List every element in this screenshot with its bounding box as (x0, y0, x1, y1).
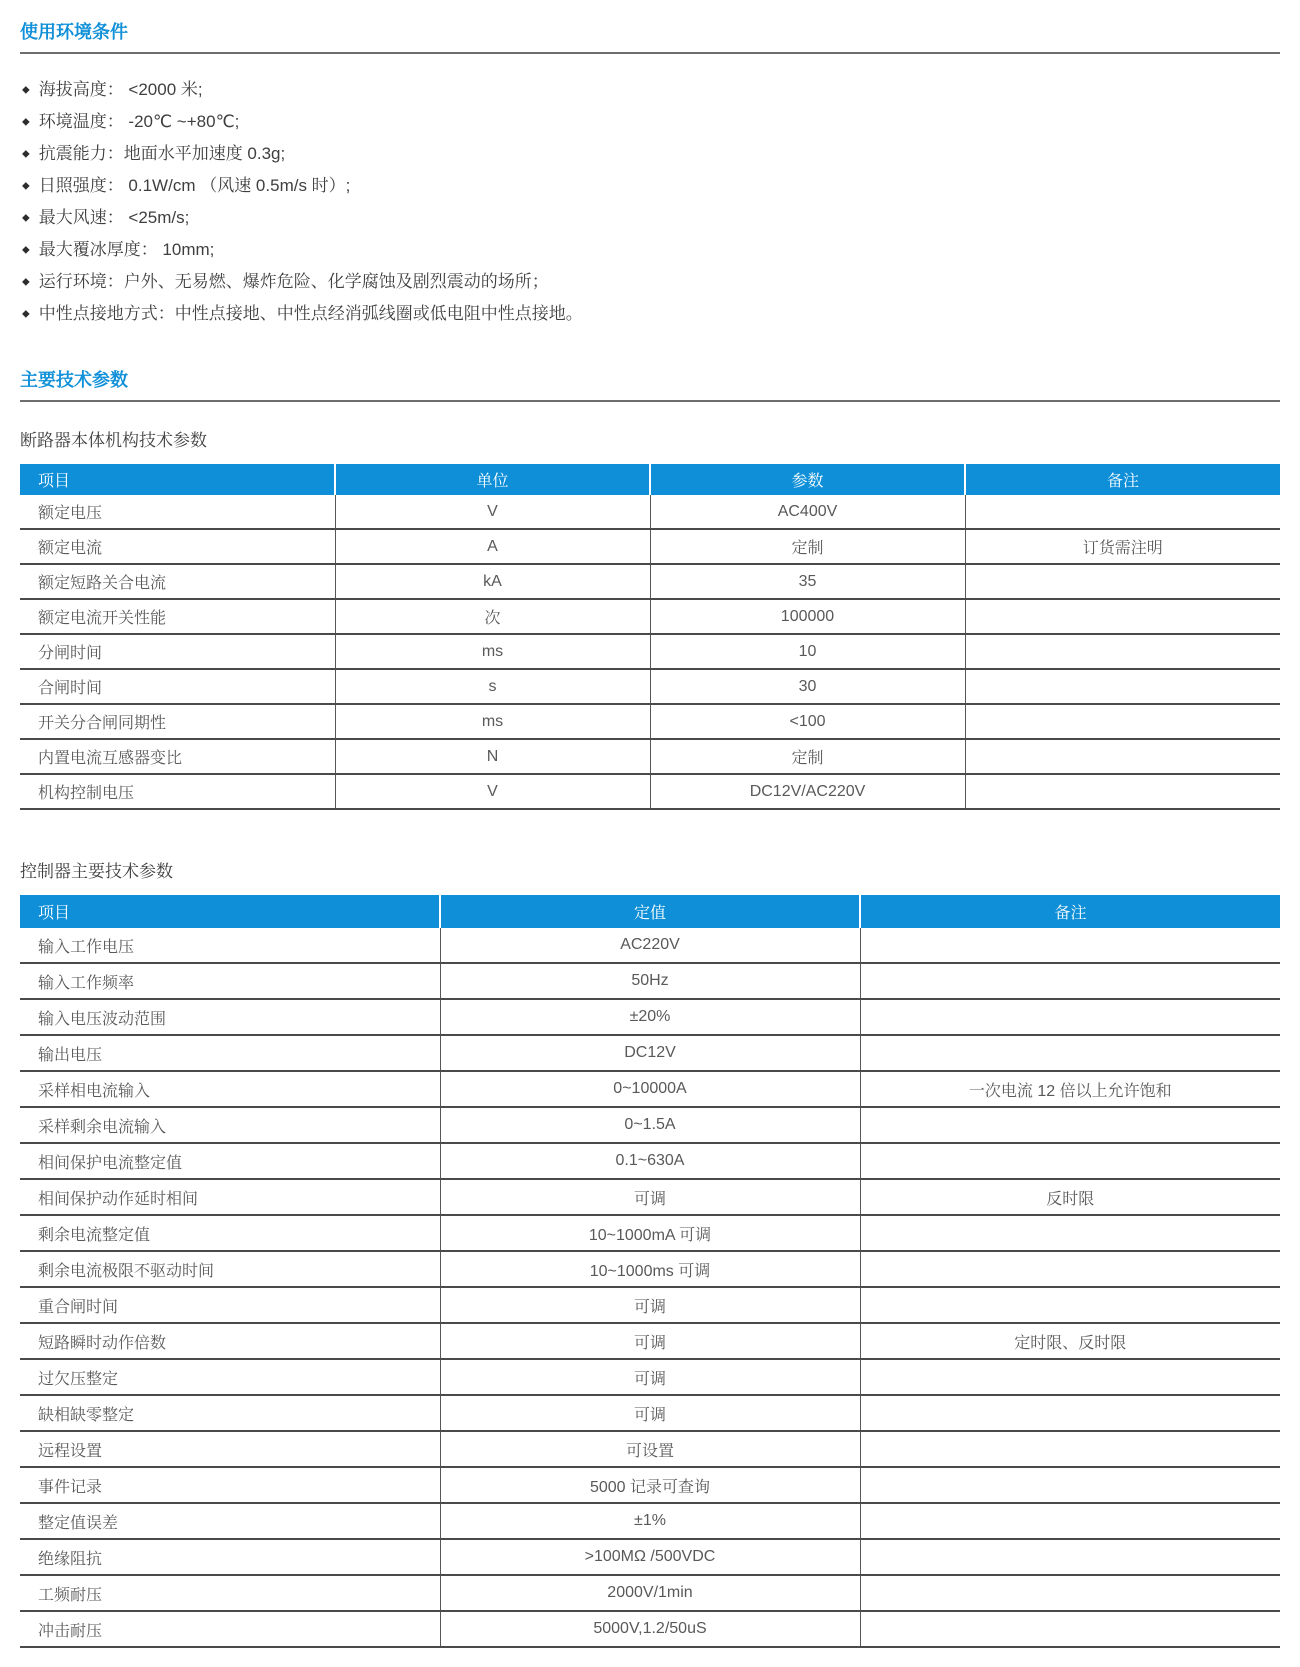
table-cell: 定制 (650, 739, 965, 774)
bullet-text: 最大风速： <25m/s; (38, 208, 190, 227)
diamond-bullet-icon: ◆ (22, 148, 30, 160)
table-cell: 订货需注明 (965, 529, 1280, 564)
table-row (20, 704, 1280, 739)
table-cell: AC400V (650, 495, 965, 529)
column-header: 项目 (20, 464, 335, 495)
table-cell: 分闸时间 (20, 634, 335, 669)
table-cell: DC12V/AC220V (650, 774, 965, 809)
table-cell: N (335, 739, 650, 774)
breaker-parameters-table (20, 464, 1280, 810)
table-cell (965, 564, 1280, 599)
table-cell: 可设置 (440, 1431, 860, 1467)
table-cell: 过欠压整定 (20, 1359, 440, 1395)
diamond-bullet-icon: ◆ (22, 276, 30, 288)
table-cell: ±20% (440, 999, 860, 1035)
table-cell: 2000V/1min (440, 1575, 860, 1611)
table-header-row (20, 895, 1280, 928)
table-cell: 10~1000ms 可调 (440, 1251, 860, 1287)
table-cell: 输入工作电压 (20, 928, 440, 963)
table-cell: ms (335, 634, 650, 669)
table-cell: 合闸时间 (20, 669, 335, 704)
table-cell: 30 (650, 669, 965, 704)
column-header: 单位 (335, 464, 650, 495)
table-cell (860, 1611, 1280, 1647)
table-cell: s (335, 669, 650, 704)
table-cell: 可调 (440, 1323, 860, 1359)
table-cell (965, 739, 1280, 774)
table-cell (860, 1575, 1280, 1611)
bullet-text: 中性点接地方式：中性点接地、中性点经消弧线圈或低电阻中性点接地。 (38, 304, 583, 323)
list-item (22, 298, 1280, 330)
table-cell: 可调 (440, 1359, 860, 1395)
table-cell: >100MΩ /500VDC (440, 1539, 860, 1575)
list-item (22, 138, 1280, 170)
table-row (20, 1503, 1280, 1539)
table-cell (860, 1107, 1280, 1143)
table-header-row (20, 464, 1280, 495)
table-cell: ms (335, 704, 650, 739)
table-row (20, 529, 1280, 564)
table-cell (860, 1359, 1280, 1395)
table-row (20, 1143, 1280, 1179)
table-cell: 额定电流 (20, 529, 335, 564)
table-cell: 一次电流 12 倍以上允许饱和 (860, 1071, 1280, 1107)
table-row (20, 1107, 1280, 1143)
table-cell: 绝缘阻抗 (20, 1539, 440, 1575)
table-cell: 可调 (440, 1179, 860, 1215)
bullet-text: 日照强度： 0.1W/cm （风速 0.5m/s 时）; (38, 176, 351, 195)
table-cell: 输出电压 (20, 1035, 440, 1071)
table-row (20, 1071, 1280, 1107)
table-cell (860, 1503, 1280, 1539)
table-caption-controller: 控制器主要技术参数 (20, 862, 173, 881)
table-cell: 剩余电流极限不驱动时间 (20, 1251, 440, 1287)
table-cell (860, 1467, 1280, 1503)
controller-parameters-table (20, 895, 1280, 1648)
column-header: 备注 (860, 895, 1280, 928)
table-row (20, 774, 1280, 809)
table-row (20, 1251, 1280, 1287)
section-title-main-parameters: 主要技术参数 (20, 368, 1280, 402)
table-cell: 可调 (440, 1395, 860, 1431)
section-title-environment: 使用环境条件 (20, 20, 1280, 54)
table-row (20, 1575, 1280, 1611)
table-cell (965, 599, 1280, 634)
table-cell: 采样相电流输入 (20, 1071, 440, 1107)
diamond-bullet-icon: ◆ (22, 116, 30, 128)
table-cell: 5000 记录可查询 (440, 1467, 860, 1503)
table-row (20, 1611, 1280, 1647)
table-row (20, 1431, 1280, 1467)
table-cell: 0~10000A (440, 1071, 860, 1107)
bullet-text: 抗震能力：地面水平加速度 0.3g; (38, 144, 286, 163)
table-cell: 额定电压 (20, 495, 335, 529)
table-cell: 35 (650, 564, 965, 599)
table-row (20, 599, 1280, 634)
diamond-bullet-icon: ◆ (22, 244, 30, 256)
bullet-text: 海拔高度： <2000 米; (38, 80, 203, 99)
column-header: 参数 (650, 464, 965, 495)
table-cell: 定时限、反时限 (860, 1323, 1280, 1359)
table-cell: 0~1.5A (440, 1107, 860, 1143)
table-cell (860, 999, 1280, 1035)
table-cell: 10 (650, 634, 965, 669)
table-cell: 短路瞬时动作倍数 (20, 1323, 440, 1359)
table-row (20, 1539, 1280, 1575)
table-row (20, 1035, 1280, 1071)
table-cell: 剩余电流整定值 (20, 1215, 440, 1251)
table-cell: 定制 (650, 529, 965, 564)
table-row (20, 928, 1280, 963)
table-cell: 输入工作频率 (20, 963, 440, 999)
table-cell: 0.1~630A (440, 1143, 860, 1179)
column-header: 备注 (965, 464, 1280, 495)
table-caption-breaker: 断路器本体机构技术参数 (20, 431, 207, 450)
bullet-text: 运行环境：户外、无易燃、爆炸危险、化学腐蚀及剧烈震动的场所； (38, 272, 549, 291)
environment-conditions-list (20, 74, 1280, 330)
table-cell (965, 669, 1280, 704)
table-cell: 可调 (440, 1287, 860, 1323)
table-row (20, 1395, 1280, 1431)
table-cell: 机构控制电压 (20, 774, 335, 809)
table-row (20, 1287, 1280, 1323)
table-row (20, 634, 1280, 669)
table-cell (965, 495, 1280, 529)
table-row (20, 1323, 1280, 1359)
diamond-bullet-icon: ◆ (22, 84, 30, 96)
diamond-bullet-icon: ◆ (22, 212, 30, 224)
table-cell: 内置电流互感器变比 (20, 739, 335, 774)
bullet-text: 最大覆冰厚度： 10mm; (38, 240, 215, 259)
list-item (22, 74, 1280, 106)
table-row (20, 739, 1280, 774)
column-header: 项目 (20, 895, 440, 928)
table-cell: 远程设置 (20, 1431, 440, 1467)
table-cell: ±1% (440, 1503, 860, 1539)
table-cell (860, 1539, 1280, 1575)
table-cell: 相间保护电流整定值 (20, 1143, 440, 1179)
table-cell (860, 963, 1280, 999)
table-cell (965, 704, 1280, 739)
list-item (22, 106, 1280, 138)
table-cell: 重合闸时间 (20, 1287, 440, 1323)
table-cell: 额定电流开关性能 (20, 599, 335, 634)
list-item (22, 170, 1280, 202)
table-cell: V (335, 495, 650, 529)
table-cell: 整定值误差 (20, 1503, 440, 1539)
table-cell (860, 1035, 1280, 1071)
table-cell (860, 1395, 1280, 1431)
table-cell (860, 1431, 1280, 1467)
table-row (20, 495, 1280, 529)
table-row (20, 1215, 1280, 1251)
table-cell: 输入电压波动范围 (20, 999, 440, 1035)
column-header: 定值 (440, 895, 860, 928)
list-item (22, 266, 1280, 298)
table-row (20, 963, 1280, 999)
table-row (20, 1467, 1280, 1503)
table-cell: 相间保护动作延时相间 (20, 1179, 440, 1215)
table-cell: 采样剩余电流输入 (20, 1107, 440, 1143)
table-cell (860, 1215, 1280, 1251)
table-cell: 缺相缺零整定 (20, 1395, 440, 1431)
table-cell: AC220V (440, 928, 860, 963)
diamond-bullet-icon: ◆ (22, 308, 30, 320)
table-cell: DC12V (440, 1035, 860, 1071)
table-cell: 50Hz (440, 963, 860, 999)
table-cell: kA (335, 564, 650, 599)
table-row (20, 1359, 1280, 1395)
table-cell: 冲击耐压 (20, 1611, 440, 1647)
table-cell (860, 928, 1280, 963)
table-row (20, 669, 1280, 704)
table-cell: 5000V,1.2/50uS (440, 1611, 860, 1647)
bullet-text: 环境温度： -20℃ ~+80℃; (38, 112, 240, 131)
table-cell (860, 1251, 1280, 1287)
table-cell (965, 634, 1280, 669)
list-item (22, 234, 1280, 266)
table-cell (965, 774, 1280, 809)
table-row (20, 999, 1280, 1035)
table-cell: A (335, 529, 650, 564)
list-item (22, 202, 1280, 234)
table-cell: 工频耐压 (20, 1575, 440, 1611)
table-cell: 次 (335, 599, 650, 634)
table-cell: 反时限 (860, 1179, 1280, 1215)
diamond-bullet-icon: ◆ (22, 180, 30, 192)
table-cell: 100000 (650, 599, 965, 634)
table-cell: 10~1000mA 可调 (440, 1215, 860, 1251)
table-cell: V (335, 774, 650, 809)
table-cell: <100 (650, 704, 965, 739)
table-row (20, 564, 1280, 599)
table-cell (860, 1287, 1280, 1323)
table-row (20, 1179, 1280, 1215)
table-cell: 额定短路关合电流 (20, 564, 335, 599)
table-cell: 开关分合闸同期性 (20, 704, 335, 739)
table-cell: 事件记录 (20, 1467, 440, 1503)
table-cell (860, 1143, 1280, 1179)
